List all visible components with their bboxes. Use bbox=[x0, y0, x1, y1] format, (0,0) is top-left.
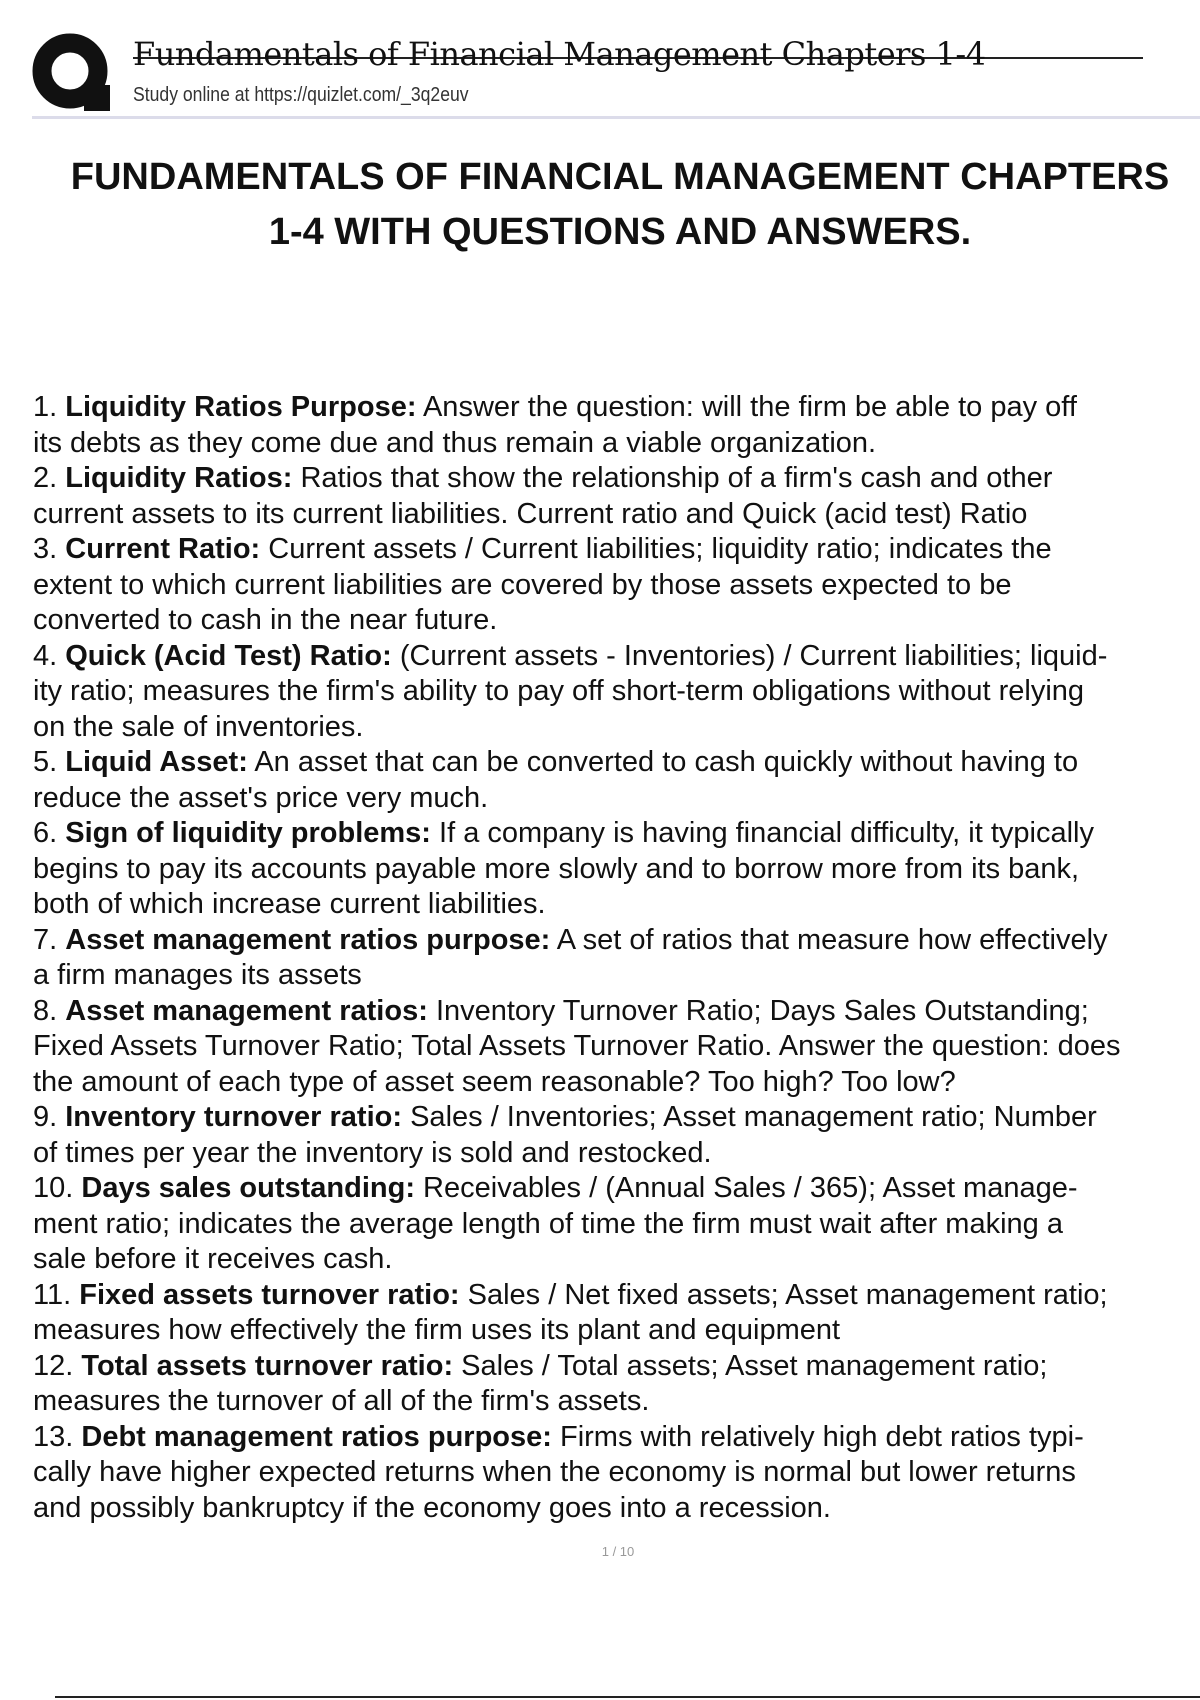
qa-number: 1. bbox=[33, 391, 58, 423]
qa-definition: Receivables / (Annual Sales / 365); Asset manage- ment ratio; indicates the average length of time the firm must wait after making a sale before it receives cash. bbox=[33, 1172, 1078, 1275]
qa-definition: Sales / Inventories; Asset management ratio; Number of times per year the inventory is sold and restocked. bbox=[33, 1101, 1097, 1169]
qa-number: 4. bbox=[33, 639, 58, 672]
qa-definition: A set of ratios that measure how effectively a firm manages its assets bbox=[33, 923, 1108, 991]
qa-term: Fixed assets turnover ratio: bbox=[79, 1278, 460, 1311]
document-title-line-1: FUNDAMENTALS OF FINANCIAL MANAGEMENT CHAPTERS bbox=[70, 156, 1170, 198]
qa-number: 13. bbox=[33, 1420, 74, 1453]
qa-number: 5. bbox=[33, 746, 58, 778]
qa-item bbox=[33, 1171, 1200, 1278]
qa-term: Liquidity Ratios Purpose: bbox=[65, 391, 417, 423]
qa-term: Asset management ratios: bbox=[65, 994, 428, 1027]
qa-definition: Ratios that show the relationship of a firm's cash and other current assets to its current liabilities. Current ratio and Quick (acid test) Ratio bbox=[33, 462, 1053, 530]
qa-list bbox=[33, 390, 1200, 1526]
qa-definition: Inventory Turnover Ratio; Days Sales Outstanding; Fixed Assets Turnover Ratio; Total Assets Turnover Ratio. Answer the question: does the amount of each type of asset seem reasonable? Too high? Too low? bbox=[33, 994, 1121, 1098]
qa-number: 7. bbox=[33, 923, 58, 956]
qa-item bbox=[33, 639, 1200, 746]
qa-term: Total assets turnover ratio: bbox=[81, 1349, 454, 1382]
qa-number: 6. bbox=[33, 817, 58, 849]
qa-item bbox=[33, 745, 1200, 816]
qa-definition: Current assets / Current liabilities; liquidity ratio; indicates the extent to which current liabilities are covered by those assets expected to be converted to cash in the near future. bbox=[33, 533, 1052, 636]
qa-definition: Sales / Total assets; Asset management ratio; measures the turnover of all of the firm's assets. bbox=[33, 1349, 1048, 1417]
qa-definition: Sales / Net fixed assets; Asset management ratio; measures how effectively the firm uses its plant and equipment bbox=[33, 1278, 1108, 1346]
qa-item bbox=[33, 390, 1200, 461]
header-subtitle: Study online at https://quizlet.com/_3q2euv bbox=[133, 84, 469, 106]
document-title bbox=[30, 150, 1200, 260]
qa-term: Liquid Asset: bbox=[65, 746, 248, 778]
qa-term: Inventory turnover ratio: bbox=[65, 1101, 403, 1133]
page-number: 1 / 10 bbox=[601, 1544, 635, 1559]
qa-term: Sign of liquidity problems: bbox=[65, 817, 431, 849]
qa-item bbox=[33, 1100, 1200, 1171]
qa-definition: Answer the question: will the firm be able to pay off its debts as they come due and thus remain a viable organization. bbox=[33, 391, 1077, 459]
qa-item bbox=[33, 532, 1200, 639]
qa-item bbox=[33, 1278, 1200, 1349]
qa-number: 8. bbox=[33, 994, 58, 1027]
qa-item bbox=[33, 1420, 1200, 1527]
qa-definition: (Current assets - Inventories) / Current liabilities; liquid- ity ratio; measures the firm's ability to pay off short-term obligations without relying on the sale of inventories. bbox=[33, 639, 1108, 743]
qa-item bbox=[33, 923, 1200, 994]
document-title-line-2: 1-4 WITH QUESTIONS AND ANSWERS. bbox=[268, 211, 972, 253]
qa-term: Asset management ratios purpose: bbox=[65, 923, 551, 956]
qa-item bbox=[33, 816, 1200, 923]
qa-item bbox=[33, 994, 1200, 1101]
qa-term: Days sales outstanding: bbox=[81, 1172, 415, 1204]
page-header bbox=[0, 0, 1200, 125]
qa-term: Liquidity Ratios: bbox=[65, 462, 293, 494]
qa-number: 9. bbox=[33, 1101, 58, 1133]
qa-number: 10. bbox=[33, 1172, 74, 1204]
qa-definition: An asset that can be converted to cash quickly without having to reduce the asset's price very much. bbox=[33, 746, 1079, 814]
qa-definition: If a company is having financial difficulty, it typically begins to pay its accounts payable more slowly and to borrow more from its bank, both of which increase current liabilities. bbox=[33, 817, 1094, 920]
footer-divider bbox=[55, 1696, 1200, 1698]
qa-term: Current Ratio: bbox=[65, 533, 261, 565]
quizlet-q-logo-icon bbox=[32, 33, 112, 113]
qa-item bbox=[33, 1349, 1200, 1420]
qa-number: 12. bbox=[33, 1349, 74, 1382]
header-title: Fundamentals of Financial Management Chapters 1-4 bbox=[133, 35, 986, 73]
qa-number: 3. bbox=[33, 533, 58, 565]
qa-item bbox=[33, 461, 1200, 532]
qa-number: 2. bbox=[33, 462, 58, 494]
qa-definition: Firms with relatively high debt ratios typi- cally have higher expected returns when the economy is normal but lower returns and possibly bankruptcy if the economy goes into a recession. bbox=[33, 1420, 1084, 1524]
qa-number: 11. bbox=[33, 1278, 72, 1311]
header-divider bbox=[32, 116, 1200, 119]
qa-term: Debt management ratios purpose: bbox=[81, 1420, 552, 1453]
qa-term: Quick (Acid Test) Ratio: bbox=[65, 639, 392, 672]
